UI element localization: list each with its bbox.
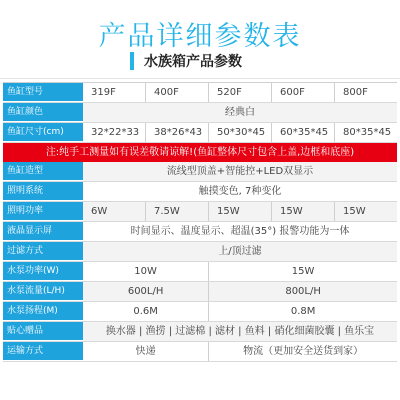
- row-cells: [83, 202, 397, 221]
- row-label: 水泵扬程(M): [3, 302, 83, 321]
- table-cell: 38*26*43: [145, 123, 208, 142]
- table-row: [3, 342, 397, 362]
- table-row: [3, 282, 397, 302]
- table-row: [3, 322, 397, 342]
- table-cell: 6W: [91, 206, 108, 217]
- table-cell: 800L/H: [208, 282, 397, 301]
- table-cell: 触摸变色, 7种变化: [198, 186, 282, 197]
- table-cell: 15W: [208, 202, 271, 221]
- divider: [0, 78, 400, 79]
- row-label: 过滤方式: [3, 242, 83, 261]
- table-cell: 流线型顶盖+智能控+LED双显示: [166, 166, 314, 177]
- row-label: 鱼缸颜色: [3, 103, 83, 122]
- table-cell: 7.5W: [145, 202, 208, 221]
- row-cells: [83, 302, 397, 321]
- table-row: [3, 103, 397, 123]
- table-cell: 物流（更加安全送货到家）: [208, 342, 397, 361]
- table-cell: 0.8M: [208, 302, 397, 321]
- table-cell: 15W: [334, 202, 397, 221]
- subtitle-bar: [0, 48, 400, 74]
- row-label: 鱼缸造型: [3, 162, 83, 181]
- table-cell: 时间显示、温度显示、超温(35°) 报警功能为一体: [130, 226, 350, 237]
- table-cell: 32*22*33: [91, 127, 140, 138]
- table-row: [3, 83, 397, 103]
- row-label: 水泵流量(L/H): [3, 282, 83, 301]
- header: [0, 0, 400, 88]
- table-row: [3, 182, 397, 202]
- row-cells: [83, 103, 397, 122]
- table-row: [3, 302, 397, 322]
- row-cells: [83, 182, 397, 201]
- table-cell: 400F: [145, 83, 208, 102]
- table-row: [3, 162, 397, 182]
- spec-table: [3, 82, 397, 362]
- table-row: [3, 262, 397, 282]
- table-cell: 600L/H: [127, 286, 164, 297]
- row-cells: [83, 222, 397, 241]
- table-cell: 快递: [135, 346, 156, 357]
- table-cell: 60*35*45: [271, 123, 334, 142]
- notice-banner: 注:纯手工测量如有误差敬请谅解!(鱼缸整体尺寸包含上盖,边框和底座): [3, 143, 397, 162]
- row-cells: [83, 262, 397, 281]
- row-cells: [83, 282, 397, 301]
- table-cell: 0.6M: [133, 306, 158, 317]
- subtitle: 水族箱产品参数: [144, 54, 242, 70]
- table-row: [3, 242, 397, 262]
- row-label: 鱼缸型号: [3, 83, 83, 102]
- row-cells: [83, 162, 397, 181]
- row-label: 液晶显示屏: [3, 222, 83, 241]
- table-cell: 800F: [334, 83, 397, 102]
- row-cells: [83, 242, 397, 261]
- subtitle-accent-bar: [130, 52, 134, 70]
- row-cells: [83, 342, 397, 361]
- row-label: 照明功率: [3, 202, 83, 221]
- row-cells: [83, 322, 397, 341]
- table-cell: 15W: [271, 202, 334, 221]
- table-row: [3, 222, 397, 242]
- table-cell: 10W: [134, 266, 157, 277]
- table-cell: 80*35*45: [334, 123, 397, 142]
- table-cell: 上/顶过滤: [218, 246, 262, 257]
- row-label: 运输方式: [3, 342, 83, 361]
- table-cell: 520F: [208, 83, 271, 102]
- row-cells: [83, 83, 397, 102]
- row-cells: [83, 123, 397, 142]
- table-cell: 经典白: [225, 107, 255, 118]
- table-cell: 50*30*45: [208, 123, 271, 142]
- page-title: 产品详细参数表: [98, 21, 302, 52]
- table-row: [3, 202, 397, 222]
- row-label: 贴心赠品: [3, 322, 83, 341]
- table-cell: 600F: [271, 83, 334, 102]
- row-label: 水泵功率(W): [3, 262, 83, 281]
- row-label: 鱼缸尺寸(cm): [3, 123, 83, 142]
- table-cell: 319F: [91, 87, 116, 98]
- table-cell: 15W: [208, 262, 397, 281]
- row-label: 照明系统: [3, 182, 83, 201]
- table-cell: 换水器 | 渔捞 | 过滤棉 | 滤材 | 鱼料 | 硝化细菌胶囊 | 鱼乐宝: [105, 326, 375, 337]
- table-row: [3, 123, 397, 143]
